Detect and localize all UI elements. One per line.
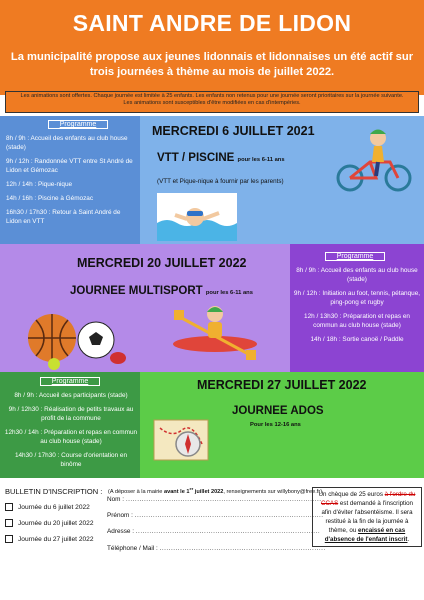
field-nom[interactable]: Nom : ...................................................................................... [107, 496, 322, 503]
day1-note: (VTT et Pique-nique à fournir par les parents) [157, 178, 284, 185]
notice-line-1: Les animations sont offertes. Chaque journée est limitée à 25 enfants. Les enfants non retenus pour une journée seront prioritaires sur la journée suivante. [20, 93, 404, 99]
day1-activity: 16h30 / 17h30 : Retour à Saint André de Lidon en VTT [6, 209, 121, 225]
day3-activity: 12h30 / 14h : Préparation et repas en commun au club house (stade) [4, 429, 138, 445]
kayak-illustration [170, 300, 260, 362]
field-telephone-label: Téléphone / Mail : [107, 545, 158, 552]
instructions-deadline-year: juillet 2022 [193, 488, 224, 495]
field-adresse-label: Adresse : [107, 528, 134, 535]
field-prenom[interactable]: Prénom : ................................................................................... [107, 512, 324, 519]
instructions-contact: , renseignements sur willybony@free.fr) [223, 488, 323, 495]
checkbox-day3[interactable] [5, 535, 13, 543]
option-day3-label: Journée du 27 juillet 2022 [18, 535, 94, 543]
cheque-notice [312, 487, 422, 547]
instructions-deadline: avant le 1 [163, 488, 190, 495]
day3-age: Pour les 12-16 ans [250, 422, 301, 428]
day3-activity: 9h / 12h30 : Réalisation de petits travaux au profit de la commune [8, 406, 134, 422]
checkbox-day1[interactable] [5, 503, 13, 511]
day2-program-label: Programme [325, 252, 385, 261]
field-telephone-mail[interactable]: Téléphone / Mail : ......................................................................... [107, 545, 326, 552]
day1-program-label: Programme [48, 120, 108, 129]
option-day3[interactable] [5, 535, 94, 543]
day1-activity: 9h / 12h : Randonnée VTT entre St André de Lidon et Gémozac [6, 158, 133, 174]
form-title: BULLETIN D'INSCRIPTION : [5, 487, 103, 496]
cheque-end: . [407, 536, 410, 543]
day1-theme-text: VTT / PISCINE [157, 152, 235, 164]
cheque-struck-text: à l'ordre du CCAS [321, 491, 416, 507]
cyclist-illustration [330, 126, 420, 194]
instructions-part: (A déposer à la mairie [108, 488, 164, 495]
day1-activity: 8h / 9h : Accueil des enfants au club house (stade) [6, 135, 128, 151]
day1-date: MERCREDI 6 JUILLET 2021 [152, 124, 315, 138]
day1-activity: 14h / 16h : Piscine à Gémozac [6, 195, 94, 202]
option-day1[interactable] [5, 503, 90, 511]
day3-activity: 14h30 / 17h30 : Course d'orientation en binôme [14, 452, 128, 468]
intro-text: La municipalité propose aux jeunes lidonnais et lidonnaises un été actif sur trois journées à thème au mois de juillet 2022. [10, 51, 414, 78]
field-nom-label: Nom : [107, 496, 125, 503]
notice-line-2: Les animations sont susceptibles d'être modifiées en cas d'intempéries. [123, 99, 301, 106]
day2-theme [70, 285, 253, 297]
compass-map-illustration [152, 414, 210, 464]
cheque-text: Un chèque de 25 euros [318, 491, 385, 498]
day3-activity-list [4, 391, 138, 474]
option-day1-label: Journée du 6 juillet 2022 [18, 503, 90, 511]
instructions-deadline-sup: er [189, 486, 194, 491]
cheque-condition: encaissé en cas d'absence de l'enfant inscrit [324, 527, 408, 543]
field-adresse[interactable]: Adresse : ................................................................................. [107, 528, 321, 535]
day1-age: pour les 6-11 ans [237, 157, 285, 163]
day2-activity-list [293, 266, 421, 349]
day1-theme [157, 152, 285, 164]
form-instructions [108, 486, 322, 495]
checkbox-day2[interactable] [5, 519, 13, 527]
day2-activity: 8h / 9h : Accueil des enfants au club house (stade) [296, 267, 418, 283]
day2-activity: 12h / 13h30 : Préparation et repas en commun au club house (stade) [304, 313, 410, 329]
day3-program-label: Programme [40, 377, 100, 386]
swimmer-illustration [157, 193, 237, 241]
day3-date: MERCREDI 27 JUILLET 2022 [197, 378, 367, 392]
day2-age: pour les 6-11 ans [205, 290, 253, 296]
day1-activity-list [6, 134, 136, 231]
day3-activity: 8h / 9h : Accueil des participants (stade) [14, 392, 128, 399]
notice-box [5, 91, 419, 113]
page-title: SAINT ANDRE DE LIDON [72, 10, 352, 36]
sports-balls-illustration [26, 308, 126, 370]
day3-theme: JOURNEE ADOS [232, 405, 324, 417]
option-day2-label: Journée du 20 juillet 2022 [18, 519, 94, 527]
day2-activity: 14h / 18h : Sortie canoë / Paddle [310, 336, 404, 343]
option-day2[interactable] [5, 519, 94, 527]
field-prenom-label: Prénom : [107, 512, 133, 519]
cheque-text-2: est demandé à l'inscription afin d'éviter l'absentéisme. Il sera restitué à la fin de la journée à thème, ou [321, 500, 413, 534]
day2-theme-text: JOURNEE MULTISPORT [70, 285, 203, 297]
day2-activity: 9h / 12h : Initiation au foot, tennis, pétanque, ping-pong et rugby [293, 290, 421, 306]
day1-activity: 12h / 14h : Pique-nique [6, 181, 73, 188]
day2-date: MERCREDI 20 JUILLET 2022 [77, 256, 247, 270]
